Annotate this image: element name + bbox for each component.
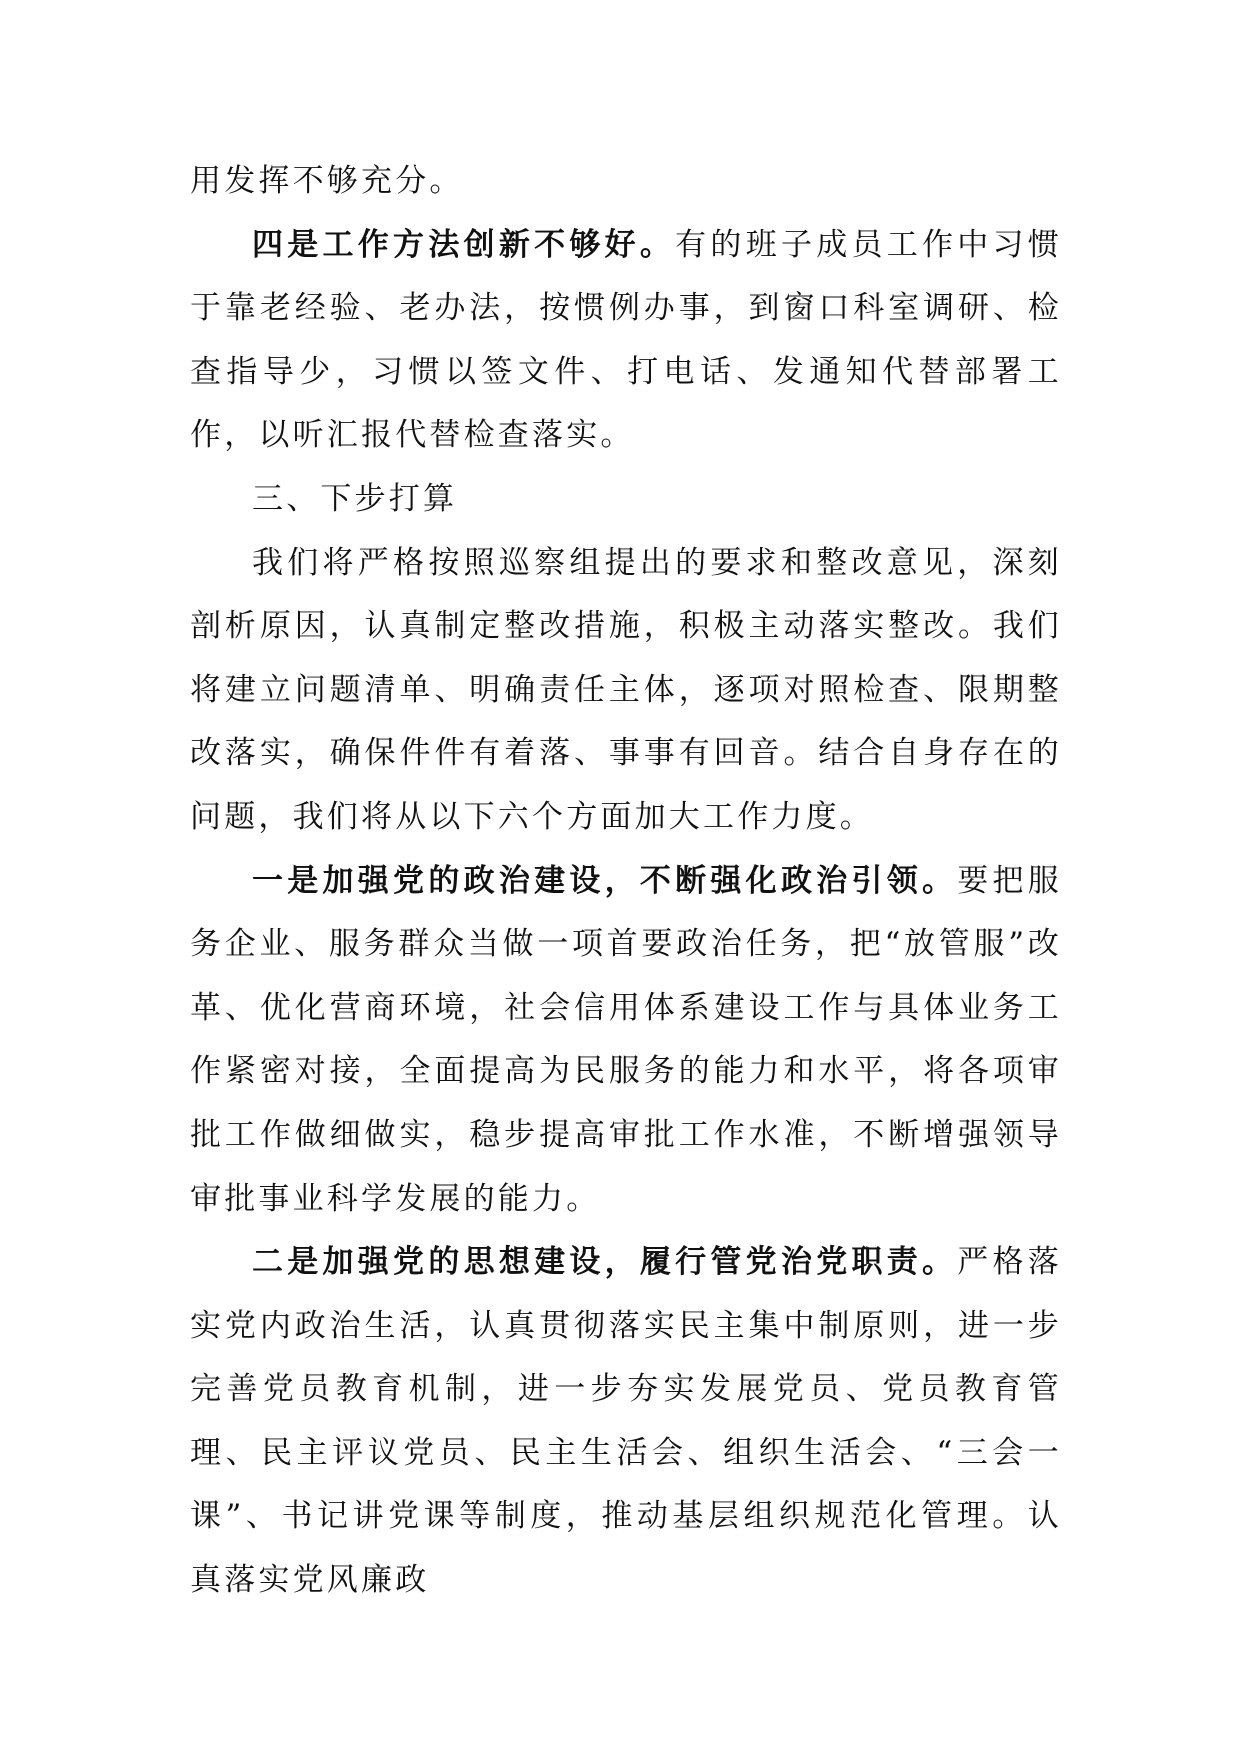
paragraph-text: 要把服务企业、服务群众当做一项首要政治任务，把“放管服”改革、优化营商环境，社会信用体系建设工作与具体业务工作紧密对接，全面提高为民服务的能力和水平，将各项审批工作做细做实，稳步提高审批工作水准，不断增强领导审批事业科学发展的能力。 bbox=[190, 862, 1062, 1217]
paragraph-lead: 二是加强党的思想建设，履行管党治党职责。 bbox=[252, 1244, 958, 1281]
document-body bbox=[190, 150, 1062, 1613]
paragraph-continuation bbox=[190, 150, 1062, 214]
paragraph-rectification-plan bbox=[190, 532, 1062, 850]
section-heading-next-steps bbox=[190, 468, 1062, 532]
paragraph-text: 严格落实党内政治生活，认真贯彻落实民主集中制原则，进一步完善党员教育机制，进一步夯实发展党员、党员教育管理、民主评议党员、民主生活会、组织生活会、“三会一课”、书记讲党课等制度，推动基层组织规范化管理。认真落实党风廉政 bbox=[190, 1244, 1062, 1599]
paragraph-lead: 四是工作方法创新不够好。 bbox=[252, 226, 676, 263]
paragraph-method-innovation bbox=[190, 214, 1062, 468]
paragraph-text: 用发挥不够充分。 bbox=[190, 163, 464, 199]
paragraph-ideological-building bbox=[190, 1231, 1062, 1613]
paragraph-text: 我们将严格按照巡察组提出的要求和整改意见，深刻剖析原因，认真制定整改措施，积极主动落实整改。我们将建立问题清单、明确责任主体，逐项对照检查、限期整改落实，确保件件有着落、事事有回音。结合自身存在的问题，我们将从以下六个方面加大工作力度。 bbox=[190, 544, 1062, 835]
paragraph-lead: 一是加强党的政治建设，不断强化政治引领。 bbox=[252, 862, 958, 899]
paragraph-political-building bbox=[190, 850, 1062, 1232]
paragraph-text: 有的班子成员工作中习惯于靠老经验、老办法，按惯例办事，到窗口科室调研、检查指导少，习惯以签文件、打电话、发通知代替部署工作，以听汇报代替检查落实。 bbox=[190, 226, 1063, 454]
section-heading-text: 三、下步打算 bbox=[252, 480, 458, 517]
